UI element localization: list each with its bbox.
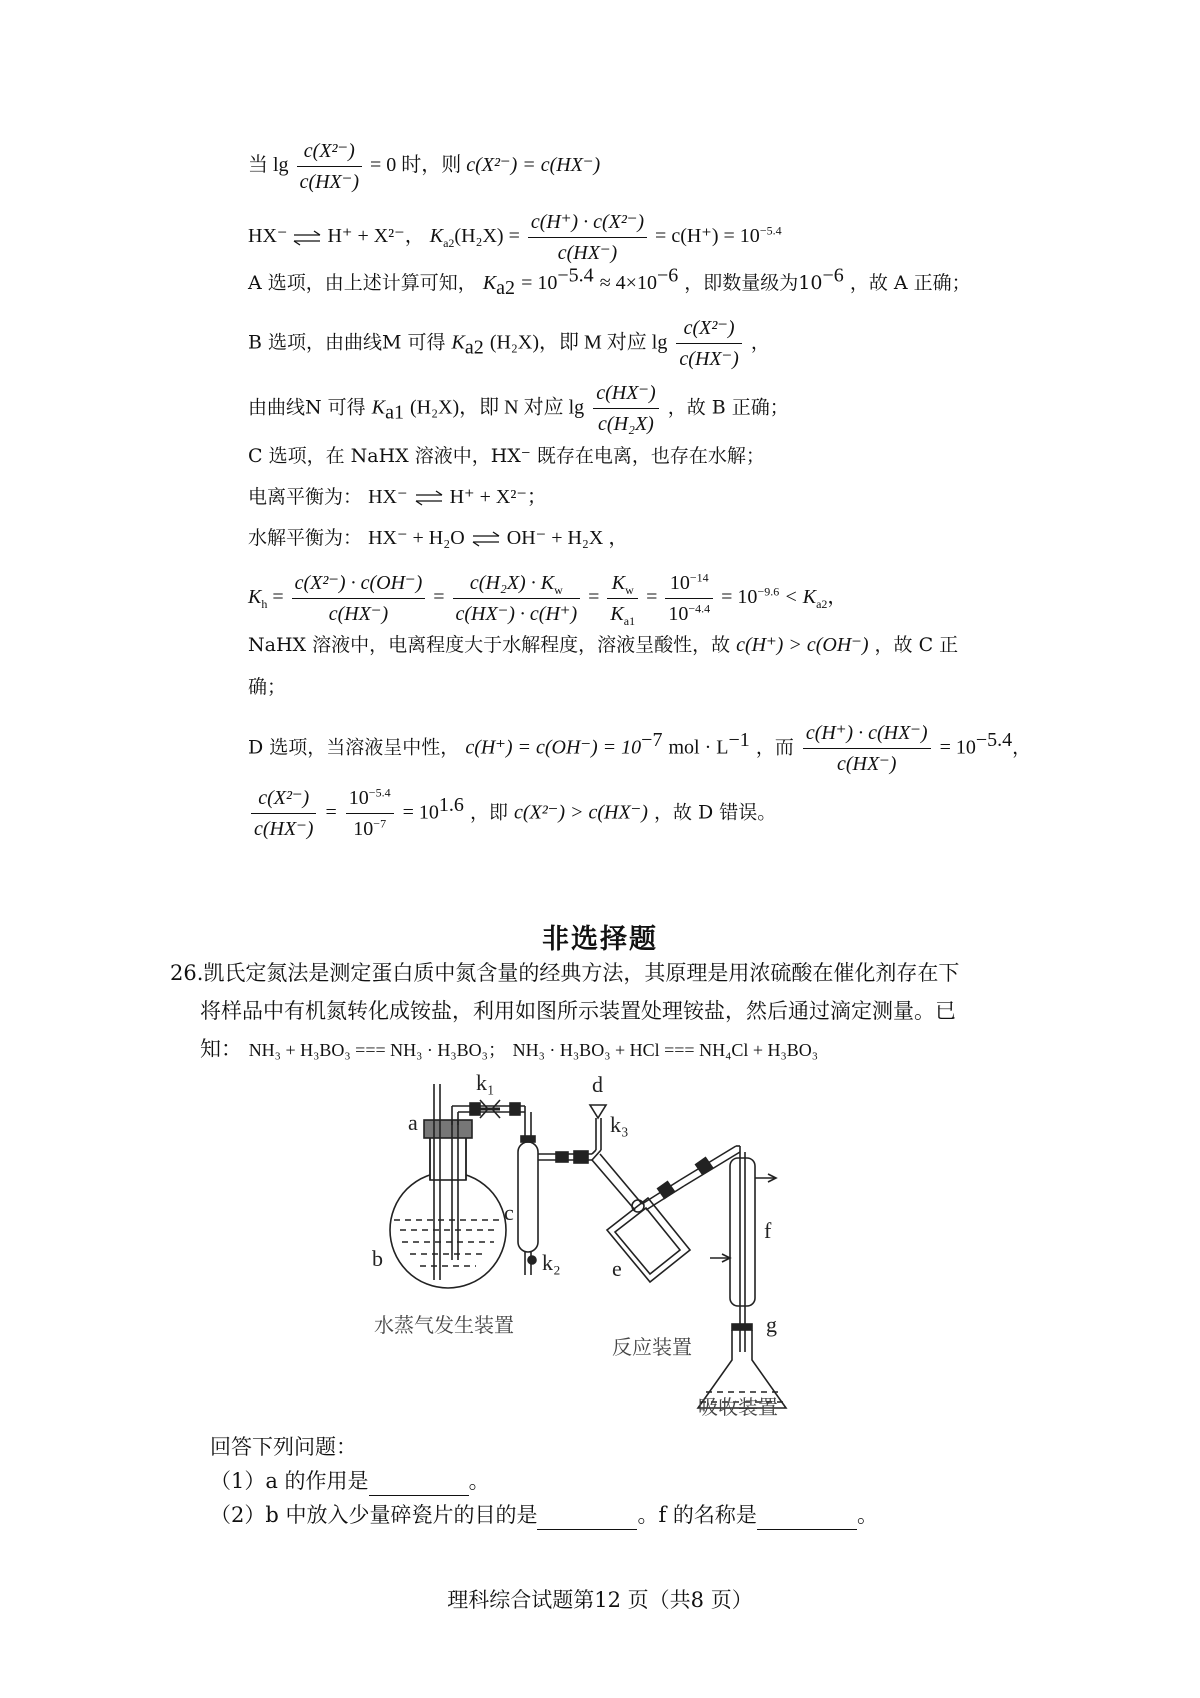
label-f: f bbox=[764, 1218, 772, 1243]
question-line-2: 将样品中有机氮转化成铵盐，利用如图所示装置处理铵盐，然后通过滴定测量。已 bbox=[200, 999, 956, 1023]
fraction: $\frac{c(HX^-)}{\text{c(H₂X)}}$ bbox=[593, 380, 658, 437]
answer-blank[interactable] bbox=[537, 1509, 637, 1530]
answer-blank[interactable] bbox=[369, 1475, 469, 1496]
answer-intro: 回答下列问题： bbox=[210, 1435, 357, 1459]
fraction: $\frac{\text{c(H⁺) · c(X²⁻)}}{c(HX^-)}$ bbox=[528, 209, 647, 266]
answer-blank[interactable] bbox=[757, 1509, 857, 1530]
option-d-ratio-line: $\frac{\text{c(X²⁻)}}{c(HX^-)}$ = $\frac{10^{-5.4}}{10^{-7}}$ = $10^{1.6}$ ，即 c(X²⁻) > c(HX⁻) ，故 D 错误。 bbox=[248, 785, 776, 842]
fraction: $\frac{10^{-14}}{10^{-4.4}}$ bbox=[665, 570, 713, 627]
option-c-line: C 选项，在 NaHX 溶液中，HX⁻ 既存在电离，也存在水解； bbox=[248, 445, 765, 467]
label-e: e bbox=[612, 1256, 622, 1281]
label-a: a bbox=[408, 1110, 418, 1135]
option-d-line: D 选项，当溶液呈中性， $c(H^+) = c(OH^-) = 10^{-7}$ mol · $L^{-1}$ ，而 $\frac{c(H^+) \cdot c(HX^-)}{c(HX^-)}$ = $10^{-5.4}$， bbox=[248, 722, 1032, 775]
hydrolysis-line: 水解平衡为： HX⁻ + H₂O OH⁻ + H₂X ， bbox=[248, 527, 629, 549]
label-k1: k₁ bbox=[476, 1070, 495, 1095]
label-k2: k₂ bbox=[542, 1250, 561, 1275]
option-b-line: B 选项，由曲线M 可得 $K_{a2}$ (H₂X)，即 M 对应 lg $\frac{\text{c(X²⁻)}}{c(HX^-)}$ ， bbox=[248, 317, 770, 370]
subquestion-2: （2）b 中放入少量碎瓷片的目的是 。f 的名称是 。 bbox=[210, 1500, 878, 1530]
section-heading: 非选择题 bbox=[542, 924, 658, 955]
caption-reaction: 反应装置 bbox=[612, 1335, 692, 1359]
kh-line: $K_h$ = $\frac{\text{c(X²⁻) · c(OH⁻)}}{c(HX^-)}$ = $\frac{c(H_2X) \cdot K_w}{c(HX^-) \cdot c(H^+)}$ = $\frac{K_w}{K_{a1}}$ = $\frac{10^{-14}}{10^{-4.4}}$ = $10^{-9.6} < K_{a2}$， bbox=[248, 570, 848, 628]
curve-n-line: 由曲线N 可得 $K_{a1}$ (H₂X)，即 N 对应 lg $\frac{c(HX^-)}{\text{c(H₂X)}}$ ，故 B 正确； bbox=[248, 382, 789, 435]
fraction: $\frac{\text{c(X²⁻)}}{c(HX^-)}$ bbox=[251, 785, 316, 842]
fraction: $\frac{\text{c(X²⁻)}}{c(HX^-)}$ bbox=[676, 315, 741, 372]
label-k3: k₃ bbox=[610, 1112, 629, 1137]
fraction: $\frac{K_w}{K_{a1}}$ bbox=[607, 570, 638, 627]
solution-line-2: HX⁻ H⁺ + X²⁻， $K_{a2}(H_2X)$ = $\frac{\text{c(H⁺) · c(X²⁻)}}{c(HX^-)}$ = $c(H^+) = 10^{-5.4}$ bbox=[248, 211, 782, 264]
subquestion-1: （1）a 的作用是 。 bbox=[210, 1466, 490, 1496]
caption-absorb: 吸收装置 bbox=[698, 1395, 778, 1419]
equilibrium-arrow-icon bbox=[292, 228, 322, 248]
k1-clamp bbox=[470, 1100, 520, 1118]
fraction: $\frac{\text{c(X²⁻)}}{c(HX^-)}$ bbox=[297, 138, 362, 195]
fraction: $\frac{\text{c(X²⁻) · c(OH⁻)}}{c(HX^-)}$ bbox=[292, 570, 426, 627]
label-d: d bbox=[592, 1072, 603, 1097]
fraction: $\frac{c(H^+) \cdot c(HX^-)}{c(HX^-)}$ bbox=[803, 720, 931, 777]
option-c-conclusion-cont: 确； bbox=[248, 676, 287, 698]
ionization-line: 电离平衡为： HX⁻ H⁺ + X²⁻； bbox=[248, 486, 547, 508]
page-footer: 理科综合试题第12 页（共8 页） bbox=[447, 1588, 753, 1612]
option-a-line: A 选项，由上述计算可知， $K_{a2} = 10^{-5.4} \approx 4\times 10^{-6}$ ，即数量级为$10^{-6}$ ，故 A 正确； bbox=[248, 264, 971, 299]
label-c: c bbox=[504, 1200, 514, 1225]
equilibrium-arrow-icon bbox=[414, 488, 444, 508]
apparatus-figure bbox=[372, 1070, 900, 1419]
option-c-conclusion: NaHX 溶液中，电离程度大于水解程度，溶液呈酸性，故 c(H⁺) > c(OH⁻) ，故 C 正 bbox=[248, 634, 959, 656]
label-b: b bbox=[372, 1246, 383, 1271]
question-line-1: 26.凯氏定氮法是测定蛋白质中氮含量的经典方法，其原理是用浓硫酸在催化剂存在下 bbox=[170, 961, 960, 985]
label-g: g bbox=[766, 1312, 777, 1337]
solution-line-1: 当 lg $\frac{\text{c(X²⁻)}}{c(HX^-)}$ = 0 时，则 c(X²⁻) = c(HX⁻) bbox=[248, 140, 601, 193]
fraction: $\frac{c(H_2X) \cdot K_w}{c(HX^-) \cdot c(H^+)}$ bbox=[453, 570, 581, 627]
fraction: $\frac{10^{-5.4}}{10^{-7}}$ bbox=[346, 785, 394, 842]
funnel-d bbox=[590, 1105, 606, 1160]
caption-steam-generator: 水蒸气发生装置 bbox=[374, 1313, 514, 1337]
equilibrium-arrow-icon bbox=[471, 529, 501, 549]
question-line-3: 知： NH₃ + H₃BO₃ === NH₃ · H₃BO₃； NH₃ · H₃BO₃ + HCl === NH₄Cl + H₃BO₃ bbox=[200, 1037, 819, 1061]
